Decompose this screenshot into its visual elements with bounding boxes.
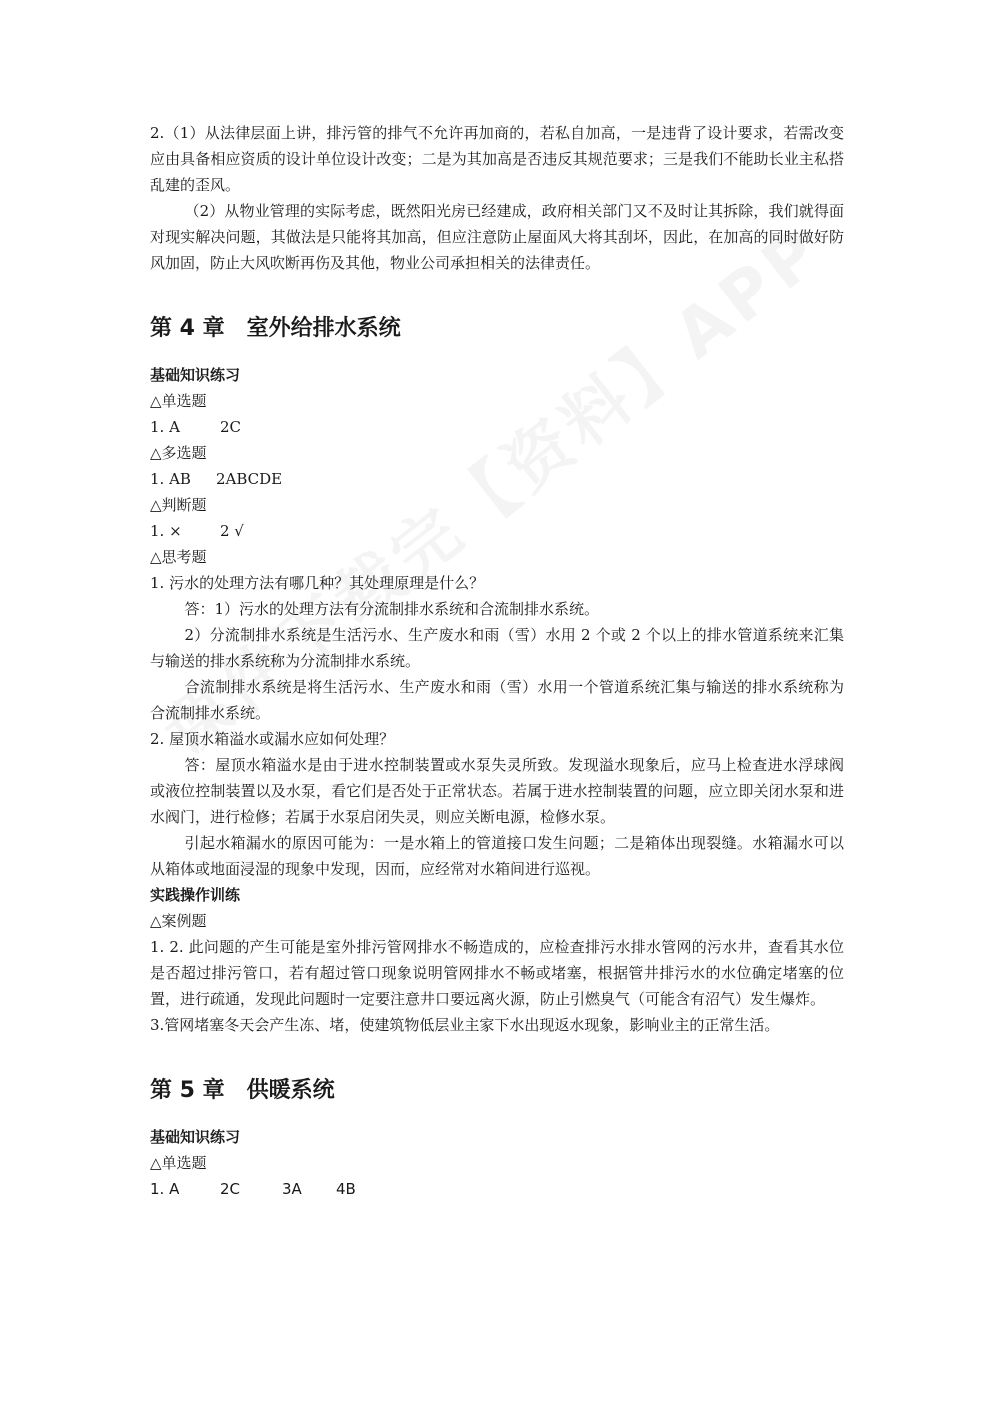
ch4-case-answer-1: 1. 2. 此问题的产生可能是室外排污管网排水不畅造成的，应检查排污水排水管网的污水井，查看其水位是否超过排污管口，若有超过管口现象说明管网排水不畅或堵塞，根据管井排污水的水位确定堵塞的位置，进行疏通，发现此问题时一定要注意井口要远离火源，防止引燃臭气（可能含有沼气）发生爆炸。 — [150, 938, 844, 1008]
ch4-judge-label: △判断题 — [150, 496, 207, 514]
document-page — [150, 120, 844, 1202]
chapter-4-title: 室外给排水系统 — [246, 316, 401, 341]
answer-item: 3A — [282, 1180, 302, 1198]
ch5-single-answers — [150, 1176, 844, 1202]
ch4-think-label: △思考题 — [150, 548, 207, 566]
ch4-q1-answer-2: 2）分流制排水系统是生活污水、生产废水和雨（雪）水用 2 个或 2 个以上的排水管道系统来汇集与输送的排水系统称为分流制排水系统。 — [150, 626, 844, 670]
chapter-5-title: 供暖系统 — [246, 1078, 335, 1103]
ch4-multi-answers — [150, 466, 844, 492]
answer-item: 1. AB — [150, 470, 191, 488]
answer-item: 2 √ — [220, 522, 244, 540]
ch5-basic-heading: 基础知识练习 — [150, 1128, 241, 1146]
ch4-case-answer-2: 3.管网堵塞冬天会产生冻、堵，使建筑物低层业主家下水出现返水现象，影响业主的正常生活。 — [150, 1016, 780, 1034]
answer-item: 2ABCDE — [216, 470, 283, 488]
answer-item: 2C — [220, 1180, 241, 1198]
ch4-question-2: 2. 屋顶水箱溢水或漏水应如何处理？ — [150, 730, 395, 748]
answer-item: 1. × — [150, 522, 182, 540]
chapter-5-heading — [150, 1076, 844, 1106]
answer-item: 1. A — [150, 418, 180, 436]
chapter-5-number: 第 5 章 — [150, 1078, 225, 1103]
answer-item: 4B — [336, 1180, 356, 1198]
ch4-practice-heading: 实践操作训练 — [150, 886, 241, 904]
ch4-q2-answer-2: 引起水箱漏水的原因可能为：一是水箱上的管道接口发生问题；二是箱体出现裂缝。水箱漏水可以从箱体或地面浸湿的现象中发现，因而，应经常对水箱间进行巡视。 — [150, 834, 844, 878]
ch4-q1-answer-3: 合流制排水系统是将生活污水、生产废水和雨（雪）水用一个管道系统汇集与输送的排水系统称为合流制排水系统。 — [150, 678, 844, 722]
ch4-question-1: 1. 污水的处理方法有哪几种？其处理原理是什么？ — [150, 574, 485, 592]
ch4-basic-heading: 基础知识练习 — [150, 366, 241, 384]
answer-item: 2C — [220, 418, 242, 436]
ch4-judge-answers — [150, 518, 844, 544]
ch4-q1-answer-1: 答：1）污水的处理方法有分流制排水系统和合流制排水系统。 — [184, 600, 600, 618]
intro-paragraph-1: 2.（1）从法律层面上讲，排污管的排气不允许再加商的，若私自加高，一是违背了设计要求，若需改变应由具备相应资质的设计单位设计改变；二是为其加高是否违反其规范要求；三是我们不能助长业主私搭乱建的歪风。 — [150, 124, 844, 194]
ch4-single-label: △单选题 — [150, 392, 207, 410]
ch5-single-label: △单选题 — [150, 1154, 207, 1172]
answer-item: 1. A — [150, 1180, 180, 1198]
ch4-case-label: △案例题 — [150, 912, 207, 930]
chapter-4-number: 第 4 章 — [150, 316, 225, 341]
ch4-multi-label: △多选题 — [150, 444, 207, 462]
intro-paragraph-2: （2）从物业管理的实际考虑，既然阳光房已经建成，政府相关部门又不及时让其拆除，我们就得面对现实解决问题，其做法是只能将其加高，但应注意防止屋面风大将其刮坏，因此，在加高的同时做好防风加固，防止大风吹断再伤及其他，物业公司承担相关的法律责任。 — [150, 202, 844, 272]
chapter-4-heading — [150, 314, 844, 344]
ch4-q2-answer-1: 答：屋顶水箱溢水是由于进水控制装置或水泵失灵所致。发现溢水现象后，应马上检查进水浮球阀或液位控制装置以及水泵，看它们是否处于正常状态。若属于进水控制装置的问题，应立即关闭水泵和进水阀门，进行检修；若属于水泵启闭失灵，则应关断电源，检修水泵。 — [150, 756, 844, 826]
ch4-single-answers — [150, 414, 844, 440]
